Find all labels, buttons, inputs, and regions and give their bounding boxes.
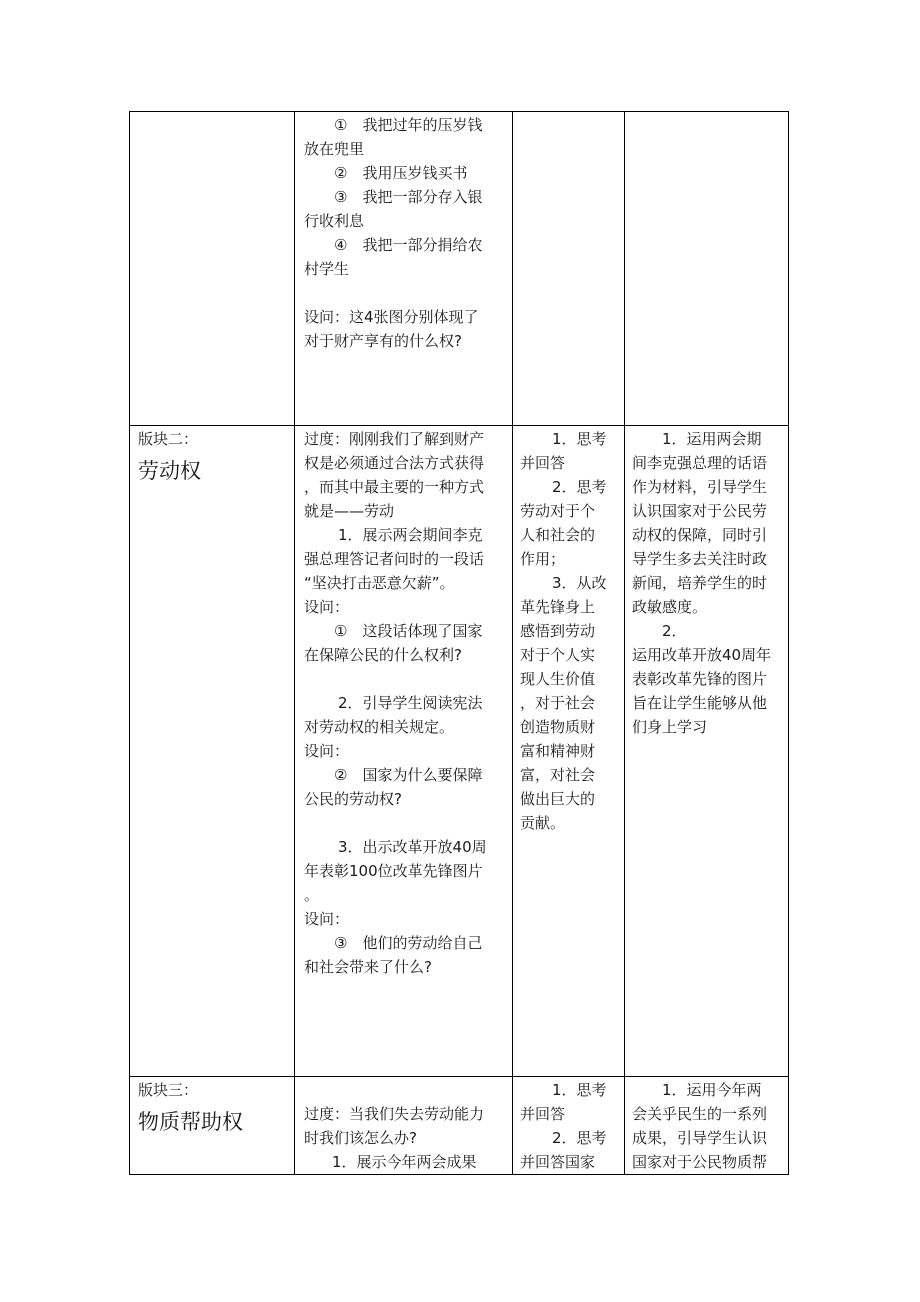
student-line: 创造物质财 bbox=[520, 718, 596, 736]
activity-line bbox=[304, 667, 510, 691]
row3-design-intent-cell bbox=[632, 1078, 786, 1174]
intent-line: 1．运用两会期 bbox=[662, 430, 762, 448]
student-line: 2．思考 bbox=[552, 1129, 607, 1147]
row1-activity-cell bbox=[304, 113, 510, 353]
table-border-left bbox=[129, 111, 130, 1175]
row1-activity-line: ① 我把过年的压岁钱 bbox=[334, 116, 483, 134]
row2-student-activity-cell bbox=[520, 427, 620, 835]
row1-activity-line: ② 我用压岁钱买书 bbox=[334, 164, 468, 182]
activity-line: ，而其中最主要的一种方式 bbox=[304, 478, 485, 496]
activity-line: “坚决打击恶意欠薪”。 bbox=[304, 574, 455, 592]
student-line: 3．从改 bbox=[552, 574, 607, 592]
activity-line: 1．展示两会期间李克 bbox=[338, 526, 483, 544]
activity-line: 过度：当我们失去劳动能力 bbox=[304, 1105, 485, 1123]
column-divider bbox=[512, 111, 513, 1175]
row3-student-activity-cell bbox=[520, 1078, 620, 1174]
section-title: 劳动权 bbox=[138, 459, 201, 483]
activity-line: 设问： bbox=[304, 742, 350, 760]
student-line: 并回答 bbox=[520, 454, 566, 472]
row1-activity-line: ④ 我把一部分捐给农 bbox=[334, 236, 483, 254]
activity-line: 。 bbox=[304, 886, 320, 904]
student-line: 1．思考 bbox=[552, 1081, 607, 1099]
student-line: 感悟到劳动 bbox=[520, 622, 596, 640]
table-border-right bbox=[788, 111, 789, 1175]
student-line: 富和精神财 bbox=[520, 742, 596, 760]
activity-line bbox=[304, 1078, 510, 1102]
activity-line: 时我们该怎么办? bbox=[304, 1129, 417, 1147]
student-line: 并回答国家 bbox=[520, 1153, 596, 1171]
activity-line: 过度：刚刚我们了解到财产 bbox=[304, 430, 485, 448]
row-divider bbox=[129, 1076, 789, 1077]
activity-line: ① 这段话体现了国家 bbox=[334, 622, 483, 640]
intent-line: 动权的保障，同时引 bbox=[632, 526, 768, 544]
activity-line: 设问： bbox=[304, 910, 350, 928]
student-line: 对于个人实 bbox=[520, 646, 596, 664]
row1-activity-line: 行收利息 bbox=[304, 212, 365, 230]
row1-activity-line: 放在兜里 bbox=[304, 140, 365, 158]
student-line: ，对于社会 bbox=[520, 694, 596, 712]
table-border-bottom bbox=[129, 1174, 789, 1175]
student-line: 革先锋身上 bbox=[520, 598, 596, 616]
student-line: 做出巨大的 bbox=[520, 790, 596, 808]
activity-line: 公民的劳动权? bbox=[304, 790, 402, 808]
activity-line: 在保障公民的什么权利? bbox=[304, 646, 462, 664]
student-line: 并回答 bbox=[520, 1105, 566, 1123]
activity-line: 和社会带来了什么? bbox=[304, 958, 432, 976]
intent-line: 们身上学习 bbox=[632, 718, 708, 736]
activity-line: 权是必须通过合法方式获得 bbox=[304, 454, 485, 472]
column-divider bbox=[294, 111, 295, 1175]
intent-line: 旨在让学生能够从他 bbox=[632, 694, 768, 712]
section-label: 版块二： bbox=[138, 430, 199, 448]
intent-line: 间李克强总理的话语 bbox=[632, 454, 768, 472]
section-title: 物质帮助权 bbox=[138, 1110, 243, 1134]
row1-activity-line: ③ 我把一部分存入银 bbox=[334, 188, 483, 206]
intent-line: 国家对于公民物质帮 bbox=[632, 1153, 768, 1171]
activity-line: 对劳动权的相关规定。 bbox=[304, 718, 455, 736]
row-divider bbox=[129, 425, 789, 426]
intent-line: 认识国家对于公民劳 bbox=[632, 502, 768, 520]
row1-activity-line: 设问：这4张图分别体现了 bbox=[304, 308, 479, 326]
student-line: 劳动对于个 bbox=[520, 502, 596, 520]
student-line: 贡献。 bbox=[520, 814, 566, 832]
row3-section-cell bbox=[138, 1078, 288, 1142]
student-line: 1．思考 bbox=[552, 430, 607, 448]
intent-line: 运用改革开放40周年 bbox=[632, 646, 772, 664]
row1-activity-line bbox=[304, 281, 510, 305]
row3-teacher-activity-cell bbox=[304, 1078, 510, 1174]
intent-line: 作为材料，引导学生 bbox=[632, 478, 768, 496]
section-label: 版块三： bbox=[138, 1081, 199, 1099]
student-line: 作用； bbox=[520, 550, 566, 568]
student-line: 人和社会的 bbox=[520, 526, 596, 544]
activity-line: 3．出示改革开放40周 bbox=[338, 838, 487, 856]
column-divider bbox=[624, 111, 625, 1175]
intent-line: 成果，引导学生认识 bbox=[632, 1129, 768, 1147]
intent-line: 政敏感度。 bbox=[632, 598, 708, 616]
activity-line: 设问： bbox=[304, 598, 350, 616]
row1-activity-line: 村学生 bbox=[304, 260, 350, 278]
activity-line: ② 国家为什么要保障 bbox=[334, 766, 483, 784]
student-line: 富，对社会 bbox=[520, 766, 596, 784]
activity-line: 1．展示今年两会成果 bbox=[332, 1153, 477, 1171]
row2-teacher-activity-cell bbox=[304, 427, 510, 979]
activity-line bbox=[304, 811, 510, 835]
intent-line: 新闻，培养学生的时 bbox=[632, 574, 768, 592]
student-line: 2．思考 bbox=[552, 478, 607, 496]
student-line: 现人生价值 bbox=[520, 670, 596, 688]
activity-line: ③ 他们的劳动给自己 bbox=[334, 934, 483, 952]
row1-activity-line: 对于财产享有的什么权? bbox=[304, 332, 462, 350]
intent-line: 表彰改革先锋的图片 bbox=[632, 670, 768, 688]
intent-line: 导学生多去关注时政 bbox=[632, 550, 768, 568]
row2-design-intent-cell bbox=[632, 427, 786, 739]
activity-line: 年表彰100位改革先锋图片 bbox=[304, 862, 483, 880]
intent-line: 1．运用今年两 bbox=[662, 1081, 762, 1099]
intent-line: 2． bbox=[662, 622, 687, 640]
intent-line: 会关乎民生的一系列 bbox=[632, 1105, 768, 1123]
activity-line: 强总理答记者问时的一段话 bbox=[304, 550, 485, 568]
row2-section-cell bbox=[138, 427, 288, 491]
activity-line: 就是——劳动 bbox=[304, 502, 395, 520]
activity-line: 2．引导学生阅读宪法 bbox=[338, 694, 483, 712]
table-border-top bbox=[129, 111, 789, 112]
